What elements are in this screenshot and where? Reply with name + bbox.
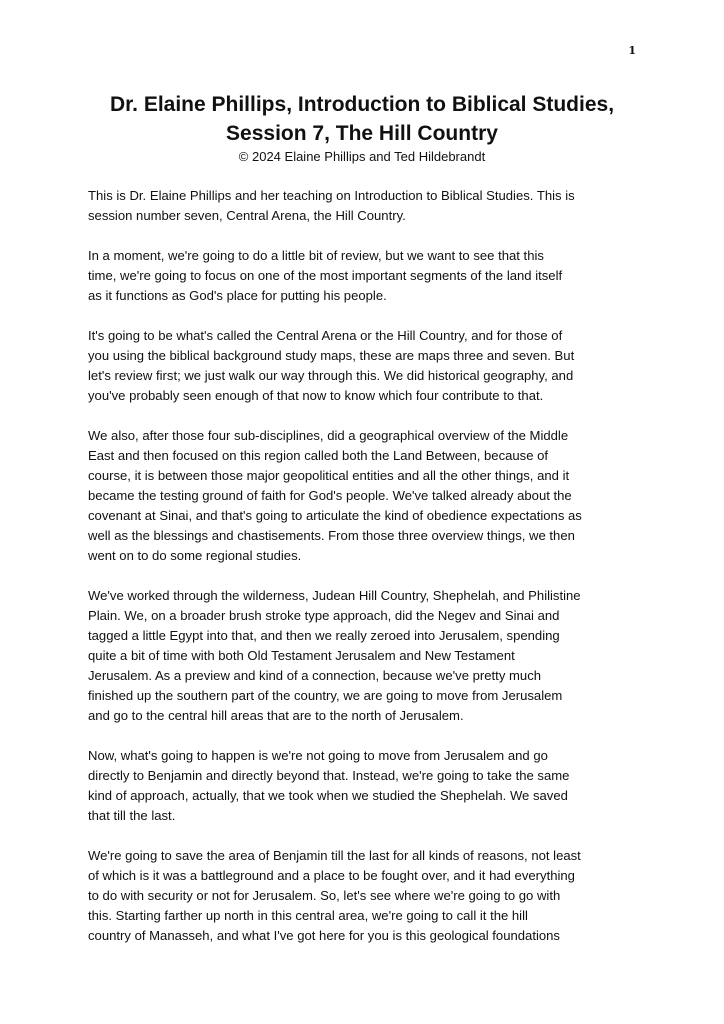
document-title [88, 90, 636, 148]
paragraph-line: This is Dr. Elaine Phillips and her teaching on Introduction to Biblical Studies. This is [88, 188, 575, 203]
paragraph-line: became the testing ground of faith for God's people. We've talked already about the [88, 488, 572, 503]
paragraph-line: directly to Benjamin and directly beyond that. Instead, we're going to take the same [88, 768, 570, 783]
paragraph-line: that till the last. [88, 808, 176, 823]
title-line: Dr. Elaine Phillips, Introduction to Biblical Studies, [109, 93, 615, 116]
paragraph-line: kind of approach, actually, that we took when we studied the Shephelah. We saved [88, 788, 568, 803]
paragraph-line: you've probably seen enough of that now to know which four contribute to that. [88, 388, 544, 403]
paragraph-line: quite a bit of time with both Old Testament Jerusalem and New Testament [88, 648, 515, 663]
paragraph-line: this. Starting farther up north in this central area, we're going to call it the hill [88, 908, 528, 923]
paragraph [88, 426, 636, 566]
paragraph-line: you using the biblical background study maps, these are maps three and seven. But [88, 348, 575, 363]
paragraph-line: country of Manasseh, and what I've got here for you is this geological foundations [88, 928, 560, 943]
paragraph-line: time, we're going to focus on one of the most important segments of the land itself [88, 268, 563, 283]
paragraph [88, 326, 636, 406]
page-number: 1 [628, 44, 636, 57]
paragraph-line: and go to the central hill areas that are to the north of Jerusalem. [88, 708, 464, 723]
paragraph [88, 846, 636, 946]
paragraph-line: let's review first; we just walk our way through this. We did historical geography, and [88, 368, 574, 383]
paragraph-line: session number seven, Central Arena, the Hill Country. [88, 208, 406, 223]
paragraph-line: Now, what's going to happen is we're not going to move from Jerusalem and go [88, 748, 548, 763]
paragraph [88, 246, 636, 306]
paragraph-line: We've worked through the wilderness, Judean Hill Country, Shephelah, and Philistine [88, 588, 581, 603]
title-line: Session 7, The Hill Country [226, 122, 498, 145]
paragraph-line: to do with security or not for Jerusalem. So, let's see where we're going to go with [88, 888, 561, 903]
paragraph [88, 186, 636, 226]
paragraph-line: tagged a little Egypt into that, and then we really zeroed into Jerusalem, spending [88, 628, 560, 643]
paragraph-line: as it functions as God's place for putting his people. [88, 288, 387, 303]
paragraph-line: of which is it was a battleground and a place to be fought over, and it had everything [88, 868, 575, 883]
paragraph-line: It's going to be what's called the Central Arena or the Hill Country, and for those of [88, 328, 563, 343]
copyright-notice: © 2024 Elaine Phillips and Ted Hildebrandt [238, 149, 486, 164]
paragraph-line: We're going to save the area of Benjamin till the last for all kinds of reasons, not least [88, 848, 581, 863]
paragraph-line: We also, after those four sub-disciplines, did a geographical overview of the Middle [88, 428, 569, 443]
paragraph [88, 586, 636, 726]
paragraph [88, 746, 636, 826]
paragraph-line: went on to do some regional studies. [88, 548, 302, 563]
paragraph-line: finished up the southern part of the country, we are going to move from Jerusalem [88, 688, 563, 703]
paragraph-line: Jerusalem. As a preview and kind of a connection, because we've pretty much [88, 668, 542, 683]
paragraph-line: East and then focused on this region called both the Land Between, because of [88, 448, 549, 463]
paragraph-line: well as the blessings and chastisements. From those three overview things, we then [88, 528, 575, 543]
transcript-body [88, 186, 636, 966]
paragraph-line: course, it is between those major geopolitical entities and all the other things, and it [88, 468, 570, 483]
paragraph-line: In a moment, we're going to do a little bit of review, but we want to see that this [88, 248, 544, 263]
paragraph-line: covenant at Sinai, and that's going to articulate the kind of obedience expectations as [88, 508, 582, 523]
paragraph-line: Plain. We, on a broader brush stroke type approach, did the Negev and Sinai and [88, 608, 560, 623]
